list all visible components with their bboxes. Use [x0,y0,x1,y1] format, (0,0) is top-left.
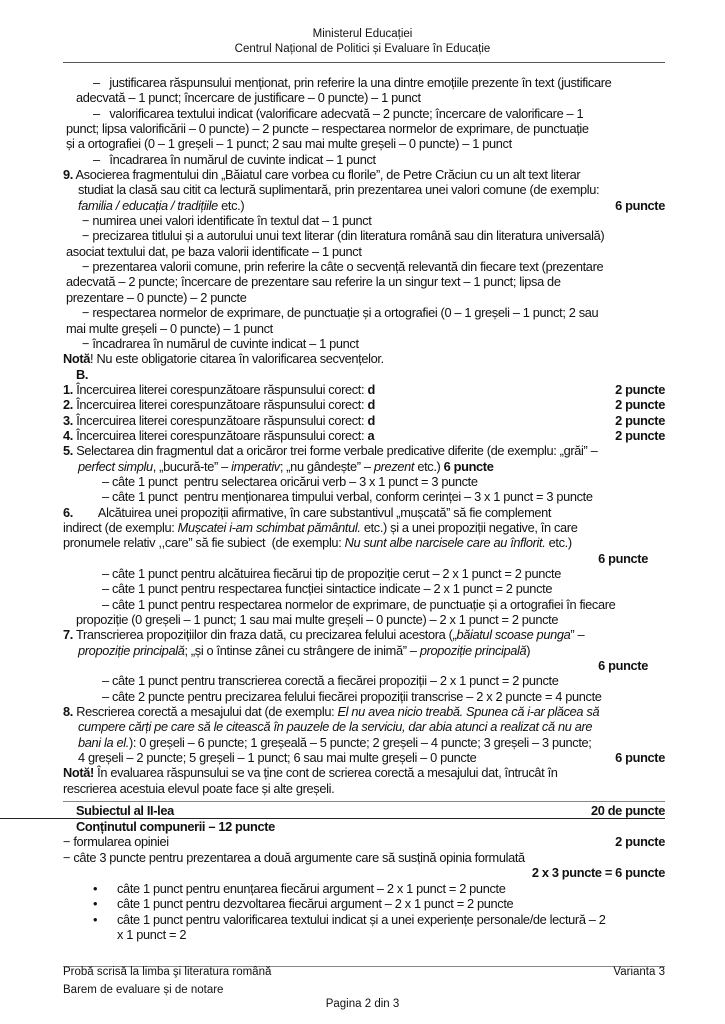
text-line [0,152,725,167]
line-text [63,505,551,520]
text-line [0,382,725,397]
text-line [0,213,725,228]
text-segment: etc.) și a unei propoziții negative, în care [360,519,578,535]
points-value: 2 x 3 puncte = 6 puncte [531,865,665,880]
text-line [0,182,725,197]
line-text [102,566,561,581]
text-line [0,228,725,243]
bold-text: a [367,427,375,443]
footer-variant: Varianta 3 [613,966,665,978]
bold-text: 6. [63,504,73,520]
text-line [0,428,725,443]
text-segment: – câte 2 puncte pentru precizarea felului fiecărei propoziții transcrise – 2 x 2 puncte = 4 puncte [102,688,602,704]
text-segment: , „bucură-te” – [152,458,232,474]
line-text [78,198,244,213]
text-segment: − respectarea normelor de exprimare, de punctuație și a ortografiei (0 – 1 greșeli – 1 punct; 2 sau [82,305,599,321]
bold-text: 9. [63,167,73,183]
line-text [66,121,589,136]
line-text [63,535,572,550]
line-text [63,443,597,458]
text-segment: ) [526,642,531,658]
text-line [0,274,725,289]
italic-example: familia / educația / tradițiile [78,197,218,213]
text-segment: – câte 1 punct pentru transcrierea corectă a fiecărei propoziții – 2 x 1 punct = 2 puncte [102,673,559,689]
line-text [63,704,599,719]
footer-scheme: Barem de evaluare și de notare [63,984,224,996]
footer-exam: Probă scrisă la limba şi literatura română [63,966,272,978]
text-segment: asociat textului dat, pe baza valorii identificate – 1 punct [66,243,362,259]
line-text [78,459,494,474]
bold-text: B. [76,366,89,382]
text-segment: – valorificarea textului indicat (valorificare adecvată – 2 puncte; încercare de valorificare – 1 [93,105,584,121]
line-text [63,627,584,642]
line-text [93,106,583,121]
bullet-icon: • [93,880,98,896]
line-text [63,781,334,796]
line-text [63,428,374,443]
text-segment: adecvată – 2 puncte; încercare de prezentare sau referire la un singur text – 1 punct; lipsa de [66,274,561,290]
italic-example: propoziție principală [419,642,527,658]
text-line [0,566,725,581]
line-text [93,152,376,167]
text-line [0,834,725,850]
text-line [0,719,725,734]
line-text [78,182,599,197]
text-line [0,627,725,642]
text-line [0,336,725,351]
text-segment: – încadrarea în numărul de cuvinte indicat – 1 punct [93,151,376,167]
text-line [0,321,725,336]
line-text [66,244,362,259]
text-segment: etc.) [217,197,245,213]
bullet-icon: • [93,911,98,927]
line-text [66,136,512,151]
line-text [76,612,558,627]
text-line [0,819,725,835]
text-segment: pronumele relativ ,,care” să fie subiect (de exemplu: [63,535,345,551]
line-text [63,382,375,397]
text-line [0,912,725,928]
text-segment: – câte 1 punct pentru menționarea timpului verbal, conform cerinței – 3 x 1 punct = 3 puncte [102,489,593,505]
text-segment: − prezentarea valorii comune, prin referire la câte o secvență relevantă din fiecare text (prezentare [82,259,604,275]
text-line [0,927,725,943]
text-line [0,643,725,658]
text-line [0,520,725,535]
header-center: Centrul Național de Politici și Evaluare în Educație [234,43,491,55]
text-segment: ! Nu este obligatorie citarea în valorificarea secvențelor. [90,351,384,367]
text-line [0,535,725,550]
text-segment: 4 greșeli – 2 puncte; 5 greșeli – 1 punct; 6 sau mai multe greșeli – 0 puncte [78,750,477,766]
text-segment: – câte 1 punct pentru alcătuirea fiecărui tip de propoziție cerut – 2 x 1 punct = 2 puncte [102,566,562,581]
text-segment: Încercuirea literei corespunzătoare răspunsului corect: [72,397,368,413]
line-text [93,881,506,897]
text-line [0,489,725,504]
text-line [0,581,725,596]
line-text [78,735,592,750]
text-line [0,612,725,627]
text-segment: Alcătuirea unei propoziții afirmative, în care substantivul „mușcată” să fie complement [72,504,552,520]
line-text [102,489,593,504]
text-line [0,781,725,796]
line-text [102,474,478,489]
text-line [0,850,725,866]
bold-text: Subiectul al II-lea [76,803,174,818]
text-segment: – câte 1 punct pentru selectarea oricărui verb – 3 x 1 punct = 3 puncte [102,473,478,489]
text-segment: etc.) [414,458,444,474]
line-text [93,75,611,90]
line-text [63,520,577,535]
line-text [102,689,602,704]
text-segment: ): 0 greșeli – 6 puncte; 1 greșeală – 5 puncte; 2 greșeli – 4 puncte; 3 greșeli – 3 puncte; [128,734,592,750]
bold-text: 5. [63,443,73,459]
text-line [0,351,725,366]
text-segment: Încercuirea literei corespunzătoare răspunsului corect: [72,412,368,428]
bold-text: Notă! [63,765,94,781]
points-value: 2 puncte [615,427,665,443]
text-segment: − precizarea titlului și a autorului unui text literar (din literatura română sau din literatura universală) [82,228,605,244]
line-text [76,367,88,382]
line-text [93,912,606,928]
text-line [0,259,725,274]
line-text [63,413,375,428]
text-segment: Transcrierea propozițiilor din fraza dată, cu precizarea felului acestora („ [72,627,457,643]
points-value: 2 puncte [615,397,665,413]
italic-example: El nu avea nicio treabă. Spunea că i-ar plăcea să [337,704,600,720]
text-segment: – câte 1 punct pentru respectarea funcției sintactice indicate – 2 x 1 punct = 2 puncte [102,581,553,597]
text-line [0,459,725,474]
line-text [102,597,615,612]
bold-text: 7. [63,627,73,643]
line-text [82,305,598,320]
text-segment: − câte 3 puncte pentru prezentarea a două argumente care să susțină opinia formulată [63,849,525,865]
bold-text: Conținutul compunerii – 12 puncte [76,818,275,834]
line-text [63,351,384,366]
line-text [66,290,247,305]
text-line [0,505,725,520]
text-line [0,474,725,489]
line-text [63,167,580,182]
line-text [66,274,561,289]
text-segment: indirect (de exemplu: [63,519,178,535]
bold-text: 6 puncte [443,458,494,474]
points-value: 6 puncte [615,197,665,213]
text-segment: adecvată – 1 punct; încercare de justificare – 0 puncte) – 1 punct [76,90,421,106]
text-segment: − numirea unei valori identificate în textul dat – 1 punct [82,213,372,229]
text-line [0,367,725,382]
text-line [0,413,725,428]
text-line [0,90,725,105]
text-segment: În evaluarea răspunsului se va ține cont de scrierea corectă a mesajului dat, întrucât în [93,765,558,781]
line-text [76,803,174,818]
bold-text: 8. [63,704,73,720]
text-line [0,896,725,912]
text-segment: ” – [570,627,585,643]
text-segment: – câte 1 punct pentru respectarea normelor de exprimare, de punctuație și a ortografiei în fiecare [102,596,616,612]
italic-example: băiatul scoase punga [456,627,571,643]
text-line [0,305,725,320]
header-ministry: Ministerul Educației [312,28,413,40]
points-value: 2 puncte [615,381,665,397]
line-text [117,927,186,943]
text-line [0,881,725,897]
line-text [82,228,604,243]
scoring-section-a-b [0,75,725,796]
text-line [0,75,725,90]
text-line [0,106,725,121]
text-line [0,244,725,259]
text-line [0,290,725,305]
text-segment: rescrierea acestuia elevul poate face și alte greșeli. [63,780,335,796]
text-line [0,673,725,688]
line-text [66,321,273,336]
header-divider [63,62,665,63]
line-text [63,850,525,866]
line-text [78,643,530,658]
text-line [0,443,725,458]
line-text [76,819,275,835]
text-segment: x 1 punct = 2 [117,927,187,942]
bold-text: d [367,412,375,428]
text-line [0,735,725,750]
line-text [82,213,372,228]
text-segment: Încercuirea literei corespunzătoare răspunsului corect: [72,381,368,397]
text-line [0,803,665,819]
text-segment: prezentare – 0 puncte) – 2 puncte [66,289,247,305]
text-segment: câte 1 punct pentru dezvoltarea fiecărui argument – 2 x 1 punct = 2 puncte [117,896,514,911]
italic-example: propoziție principală [78,642,185,658]
italic-example: imperativ [231,458,280,474]
text-segment: ; „nu gândește” – [279,458,374,474]
italic-example: Mușcatei i-am schimbat pământul. [177,519,361,535]
text-segment: − încadrarea în numărul de cuvinte indicat – 1 punct [82,335,359,351]
text-line [0,765,725,780]
text-line [0,750,725,765]
text-line [0,658,725,673]
text-segment: punct; lipsa valorificării – 0 puncte) – 2 puncte – respectarea normelor de exprimare, de punctuație [66,121,589,137]
text-segment: ; „și o întinse zânei cu strângere de inimă” – [184,642,420,658]
line-text [82,259,603,274]
bold-text: 4. [63,427,73,443]
italic-example: bani la el. [78,734,129,750]
text-segment: și a ortografiei (0 – 1 greșeli – 1 punct; 2 sau mai multe greșeli – 0 puncte) – 1 punct [66,136,512,152]
line-text [102,581,552,596]
bold-text: d [367,397,375,413]
points-value: 2 puncte [615,834,665,849]
text-segment: mai multe greșeli – 0 puncte) – 1 punct [66,320,273,336]
points-value: 6 puncte [598,658,648,674]
bold-text: 3. [63,412,73,428]
line-text [63,765,558,780]
bold-text: 1. [63,381,73,397]
points-value: 6 puncte [598,550,648,566]
line-text [63,834,169,850]
text-segment: − formularea opiniei [63,834,169,849]
text-segment: studiat la clasă sau citit ca lectură suplimentară, prin prezentarea unei valori comune (de exemplu: [78,182,600,198]
text-line [0,136,725,151]
bold-text: 2. [63,397,73,413]
text-line [0,704,725,719]
text-segment: propoziție (0 greșeli – 1 punct; 1 sau mai multe greșeli – 0 puncte) – 2 x 1 punct = 2 puncte [76,612,559,628]
text-line [0,551,725,566]
points-value: 6 puncte [615,750,665,766]
italic-example: perfect simplu [78,458,153,474]
italic-example: cumpere cărți pe care să le citească în pauzele de la serviciu, dar abia atunci a realizat că nu are [78,719,593,735]
text-line [0,167,725,182]
points-value: 20 de puncte [590,803,665,818]
text-segment: – justificarea răspunsului menționat, prin referire la una dintre emoțiile prezente în text (justificare [93,75,612,90]
line-text [63,397,375,412]
line-text [93,896,513,912]
line-text [82,336,359,351]
text-segment: câte 1 punct pentru enunțarea fiecărui argument – 2 x 1 punct = 2 puncte [117,880,506,896]
text-segment: Încercuirea literei corespunzătoare răspunsului corect: [72,427,368,443]
line-text [76,90,421,105]
line-text [78,750,476,765]
line-text [102,673,558,688]
text-line [0,865,725,881]
text-segment: câte 1 punct pentru valorificarea textului indicat și a unei experiențe personale/de lectură – 2 [117,911,606,927]
italic-example: prezent [373,458,415,474]
text-line [0,597,725,612]
text-line [0,121,725,136]
text-segment: Asocierea fragmentului din „Băiatul care vorbea cu florile”, de Petre Crăciun cu un alt text literar [72,167,581,183]
text-line [0,397,725,412]
text-segment: etc.) [545,535,572,551]
section-divider [63,801,665,802]
italic-example: Nu sunt albe narcisele care au înflorit. [344,535,546,551]
text-segment: Selectarea din fragmentul dat a oricăror trei forme verbale predicative diferite (de exemplu: „grăi” – [72,443,598,459]
points-value: 2 puncte [615,412,665,428]
page-number: Pagina 2 din 3 [325,998,400,1010]
text-line [0,689,725,704]
scoring-subject-2 [0,803,725,943]
bold-text: Notă [63,351,91,367]
bold-text: d [367,381,375,397]
text-segment: Rescrierea corectă a mesajului dat (de exemplu: [72,704,338,720]
bullet-icon: • [93,896,98,911]
line-text [78,719,592,734]
text-line [0,198,725,213]
